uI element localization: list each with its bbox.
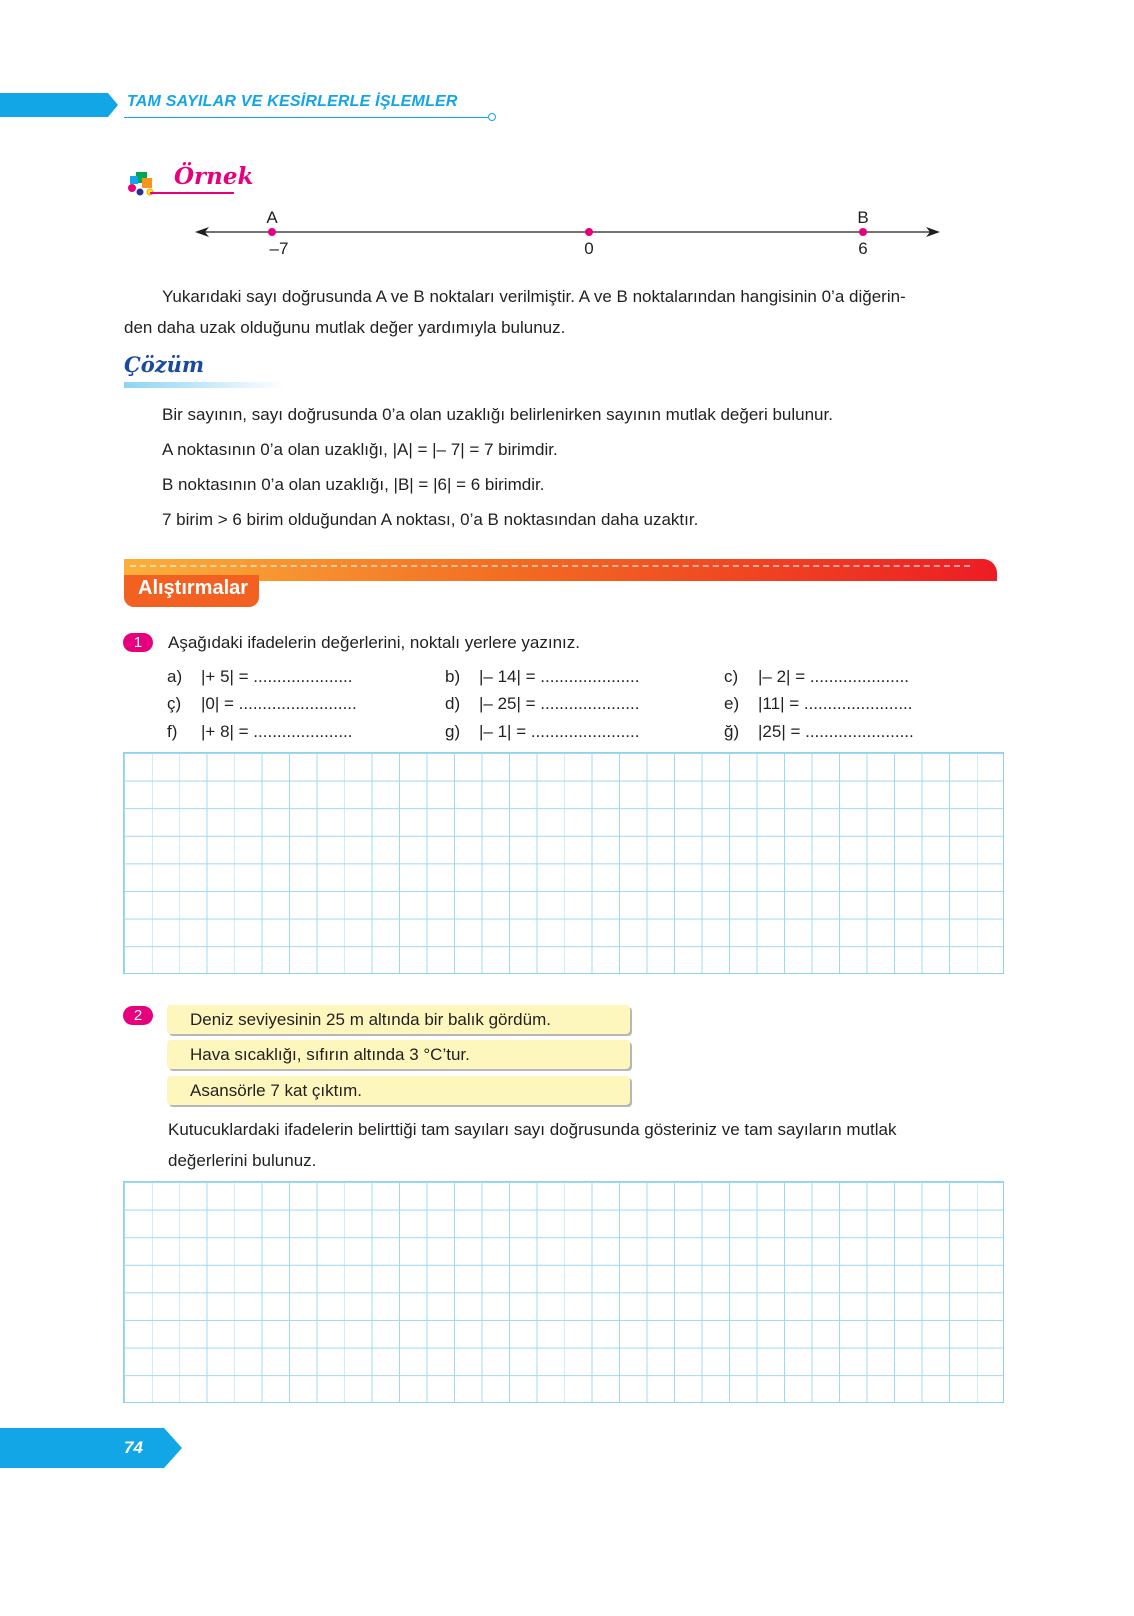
item-f: f) |+ 8| = ..................... (167, 722, 353, 741)
question-1-number: 1 (123, 633, 153, 652)
exercises-banner-dashes (130, 565, 970, 567)
page-number: 74 (124, 1438, 143, 1457)
solution-line-3: B noktasının 0’a olan uzaklığı, |B| = |6| = 6 birimdir. (162, 475, 545, 494)
statement-box-2: Hava sıcaklığı, sıfırın altında 3 °C’tur. (167, 1040, 630, 1069)
solution-underline (124, 382, 286, 388)
exercises-title: Alıştırmalar (138, 577, 249, 599)
statement-box-3: Asansörle 7 kat çıktım. (167, 1076, 630, 1105)
item-gg: ğ) |25| = ....................... (724, 722, 914, 741)
number-line (195, 205, 940, 265)
item-b: b) |– 14| = ..................... (445, 667, 640, 686)
point-b-value: 6 (858, 239, 868, 258)
solution-label: Çözüm (124, 352, 205, 377)
example-question (124, 281, 1014, 343)
answer-grid-1[interactable] (123, 752, 1004, 974)
example-underline (150, 192, 234, 194)
item-a: a) |+ 5| = ..................... (167, 667, 353, 686)
example-label: Örnek (174, 163, 254, 190)
answer-grid-2[interactable] (123, 1181, 1004, 1403)
item-d: d) |– 25| = ..................... (445, 694, 640, 713)
header-underline (124, 117, 490, 118)
point-b-dot (859, 228, 867, 236)
header-bar (0, 93, 118, 117)
header-dot (488, 113, 496, 121)
chapter-title: TAM SAYILAR VE KESİRLERLE İŞLEMLER (127, 93, 458, 110)
point-b-name: B (857, 208, 869, 227)
solution-line-2: A noktasının 0’a olan uzaklığı, |A| = |– 7| = 7 birimdir. (162, 440, 558, 459)
item-g: g) |– 1| = ....................... (445, 722, 640, 741)
example-question-line1: Yukarıdaki sayı doğrusunda A ve B noktaları verilmiştir. A ve B noktalarından hangisinin 0’a diğerin- (162, 287, 906, 306)
item-e: e) |11| = ....................... (724, 694, 913, 713)
question-2-number: 2 (123, 1006, 153, 1025)
item-cc: ç) |0| = ......................... (167, 694, 357, 713)
item-c: c) |– 2| = ..................... (724, 667, 910, 686)
point-a-dot (268, 228, 276, 236)
question-1-text: Aşağıdaki ifadelerin değerlerini, noktalı yerlere yazınız. (168, 633, 580, 652)
point-a-value: –7 (269, 239, 289, 258)
solution-line-1: Bir sayının, sayı doğrusunda 0’a olan uzaklığı belirlenirken sayının mutlak değeri bulunur. (162, 405, 833, 424)
question-2-text-line1: Kutucuklardaki ifadelerin belirttiği tam sayıları sayı doğrusunda gösteriniz ve tam sayıların mutlak (168, 1120, 897, 1139)
point-a-name: A (266, 208, 278, 227)
question-2-text (168, 1114, 1018, 1176)
example-question-line2: den daha uzak olduğunu mutlak değer yardımıyla bulunuz. (124, 318, 566, 337)
point-zero-dot (585, 228, 593, 236)
page-number-tab (0, 1428, 182, 1468)
statement-box-1: Deniz seviyesinin 25 m altında bir balık gördüm. (167, 1005, 630, 1034)
point-zero-value: 0 (584, 239, 594, 258)
solution-line-4: 7 birim > 6 birim olduğundan A noktası, 0’a B noktasından daha uzaktır. (162, 510, 699, 529)
question-2-text-line2: değerlerini bulunuz. (168, 1151, 317, 1170)
